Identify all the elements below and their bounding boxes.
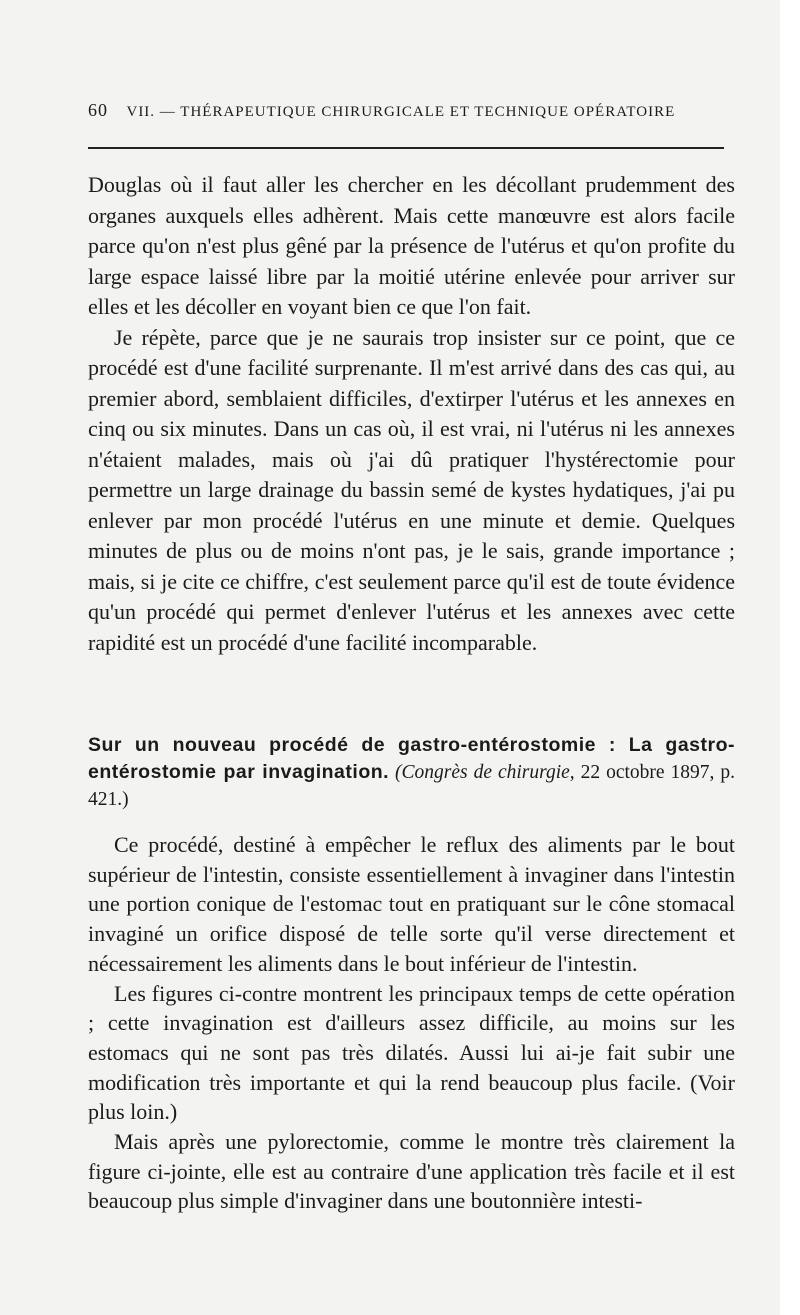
header-rule xyxy=(88,147,724,149)
paragraph: Les figures ci-contre montrent les principaux temps de cette opération ; cette invagination est d'ailleurs assez difficile, au moins sur les estomacs qui ne sont pas très dilatés. Aussi lui ai-je fait subir une modification très importante et qui la rend beaucoup plus facile. (Voir plus loin.) xyxy=(88,980,735,1125)
paragraph: Je répète, parce que je ne saurais trop insister sur ce point, que ce procédé est d'une facilité surprenante. Il m'est arrivé dans des cas qui, au premier abord, semblaient difficiles, d'extirper l'utérus et les annexes en cinq ou six minutes. Dans un cas où, il est vrai, ni l'utérus ni les annexes n'étaient malades, mais où j'ai dû pratiquer l'hystérectomie pour permettre un large drainage du bassin semé de kystes hydatiques, j'ai pu enlever par mon procédé l'utérus en une minute et demie. Quelques minutes de plus ou de moins n'ont pas, je le sais, grande importance ; mais, si je cite ce chiffre, c'est seulement parce qu'il est de toute évidence qu'un procédé qui permet d'enlever l'utérus et les annexes avec cette rapidité est un procédé d'une facilité incomparable. xyxy=(88,324,735,655)
section-reference-date: 22 octobre 1897, p. 421.) xyxy=(88,762,735,810)
top-text-block xyxy=(88,170,735,658)
paragraph: Douglas où il faut aller les chercher en les décollant prudemment des organes auxquels elles adhèrent. Mais cette manœuvre est alors facile parce qu'on n'est plus gêné par la présence de l'utérus et qu'on profite du large espace laissé libre par la moitié utérine enlevée pour arriver sur elles et les décoller en voyant bien ce que l'on fait. xyxy=(88,172,735,319)
section-reference-source: (Congrès de chirurgie, xyxy=(395,762,575,783)
section-title: Sur un nouveau procédé de gastro-entérostomie : La gastro-entérostomie par invagination. xyxy=(88,734,735,783)
page-number: 60 xyxy=(88,100,108,120)
running-title: VII. — THÉRAPEUTIQUE CHIRURGICALE ET TECHNIQUE OPÉRATOIRE xyxy=(126,104,676,120)
paragraph: Ce procédé, destiné à empêcher le reflux des aliments par le bout supérieur de l'intestin, consiste essentiellement à invaginer dans l'intestin une portion conique de l'estomac tout en pratiquant sur le cône stomacal invaginé un orifice disposé de telle sorte qu'il verse directement et nécessairement les aliments dans le bout inférieur de l'intestin. xyxy=(88,832,735,976)
paragraph: Mais après une pylorectomie, comme le montre très clairement la figure ci-jointe, elle est au contraire d'une application très facile et il est beaucoup plus simple d'invaginer dans une boutonnière intesti- xyxy=(88,1129,735,1214)
section-heading xyxy=(88,732,735,813)
page-edge xyxy=(780,0,800,1315)
bottom-text-block xyxy=(88,830,735,1216)
running-header xyxy=(88,100,728,121)
